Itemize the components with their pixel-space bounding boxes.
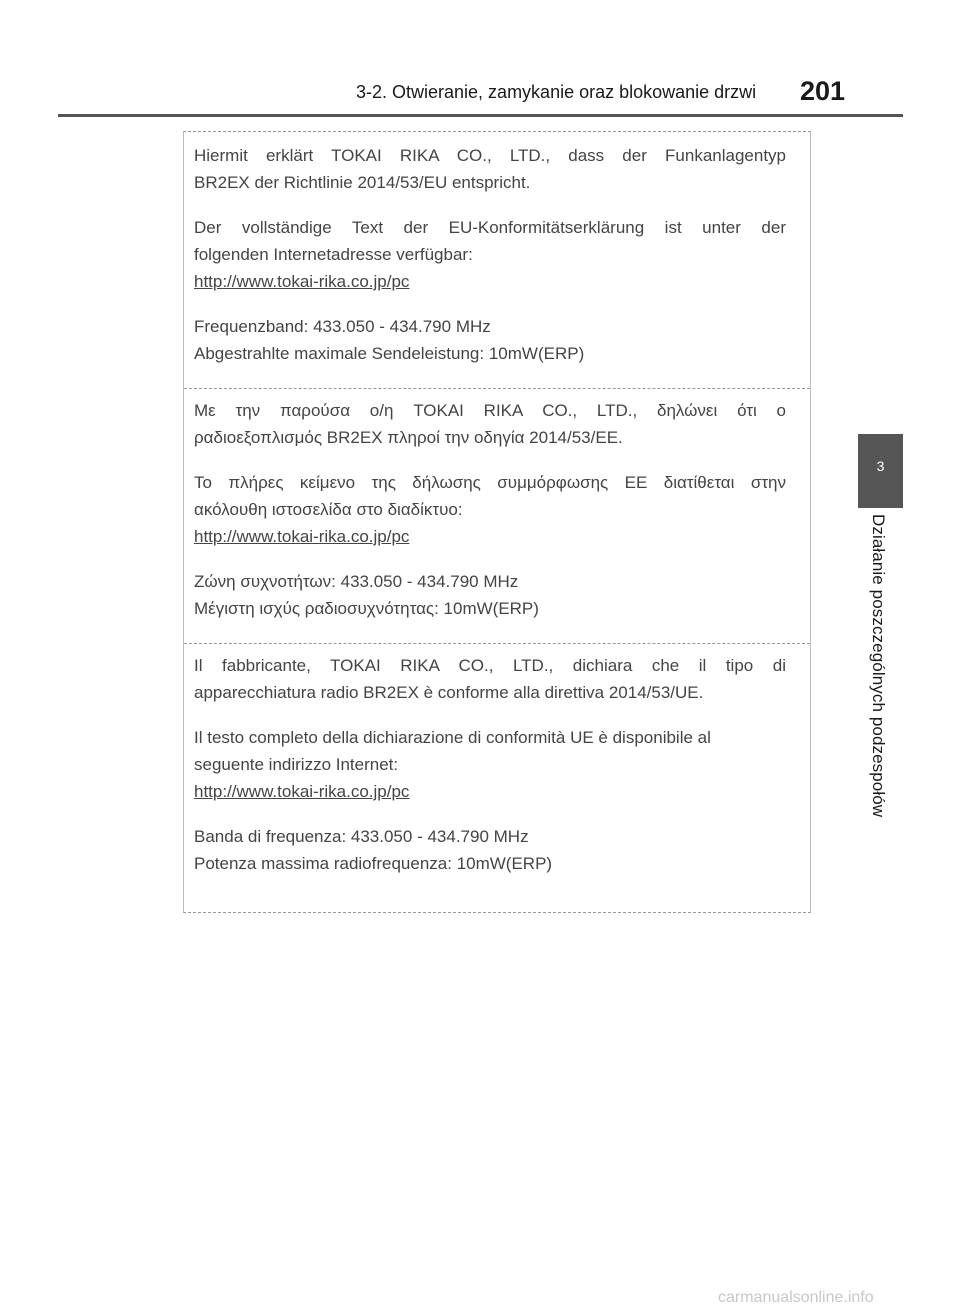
- declaration-line: Banda di frequenza: 433.050 - 434.790 MHz: [194, 827, 529, 846]
- page-header-title: 3-2. Otwieranie, zamykanie oraz blokowanie drzwi: [356, 82, 757, 102]
- declaration-line: Abgestrahlte maximale Sendeleistung: 10mW(ERP): [194, 344, 585, 363]
- declaration-line: seguente indirizzo Internet:: [194, 755, 399, 774]
- watermark-text: carmanualsonline.info: [718, 1289, 874, 1306]
- section-divider: [184, 388, 810, 389]
- declaration-section-german: [194, 142, 786, 367]
- declaration-box: [183, 131, 811, 913]
- declaration-section-greek: [194, 397, 786, 622]
- declaration-line: Il fabbricante, TOKAI RIKA CO., LTD., dichiara che il tipo di: [194, 656, 786, 675]
- section-divider: [184, 643, 810, 644]
- declaration-line: Potenza massima radiofrequenza: 10mW(ERP): [194, 854, 553, 873]
- declaration-line: Με την παρούσα ο/η TOKAI RIKA CO., LTD., δηλώνει ότι ο: [194, 401, 786, 420]
- declaration-line: ραδιοεξοπλισμός BR2EX πληροί την οδηγία 2014/53/ΕΕ.: [194, 428, 623, 447]
- chapter-label: Działanie poszczególnych podzespołów: [869, 514, 888, 818]
- declaration-line: Μέγιστη ισχύς ραδιοσυχνότητας: 10mW(ERP): [194, 599, 539, 618]
- declaration-url-link[interactable]: http://www.tokai-rika.co.jp/pc: [194, 527, 410, 546]
- declaration-url-link[interactable]: http://www.tokai-rika.co.jp/pc: [194, 272, 410, 291]
- declaration-line: Der vollständige Text der EU-Konformitätserklärung ist unter der: [194, 218, 786, 237]
- declaration-line: Il testo completo della dichiarazione di conformità UE è disponibile al: [194, 728, 711, 747]
- declaration-line: BR2EX der Richtlinie 2014/53/EU entspricht.: [194, 173, 531, 192]
- declaration-line: apparecchiatura radio BR2EX è conforme alla direttiva 2014/53/UE.: [194, 683, 704, 702]
- declaration-section-italian: [194, 652, 786, 877]
- page-number: 201: [800, 76, 846, 106]
- declaration-line: ακόλουθη ιστοσελίδα στο διαδίκτυο:: [194, 500, 463, 519]
- declaration-url-link[interactable]: http://www.tokai-rika.co.jp/pc: [194, 782, 410, 801]
- declaration-line: folgenden Internetadresse verfügbar:: [194, 245, 473, 264]
- declaration-line: Ζώνη συχνοτήτων: 433.050 - 434.790 MHz: [194, 572, 519, 591]
- declaration-line: Το πλήρες κείμενο της δήλωσης συμμόρφωσης ΕΕ διατίθεται στην: [194, 473, 786, 492]
- chapter-tab: 3: [858, 434, 903, 508]
- declaration-line: Hiermit erklärt TOKAI RIKA CO., LTD., dass der Funkanlagentyp: [194, 146, 786, 165]
- header-rule: [58, 114, 903, 117]
- declaration-line: Frequenzband: 433.050 - 434.790 MHz: [194, 317, 491, 336]
